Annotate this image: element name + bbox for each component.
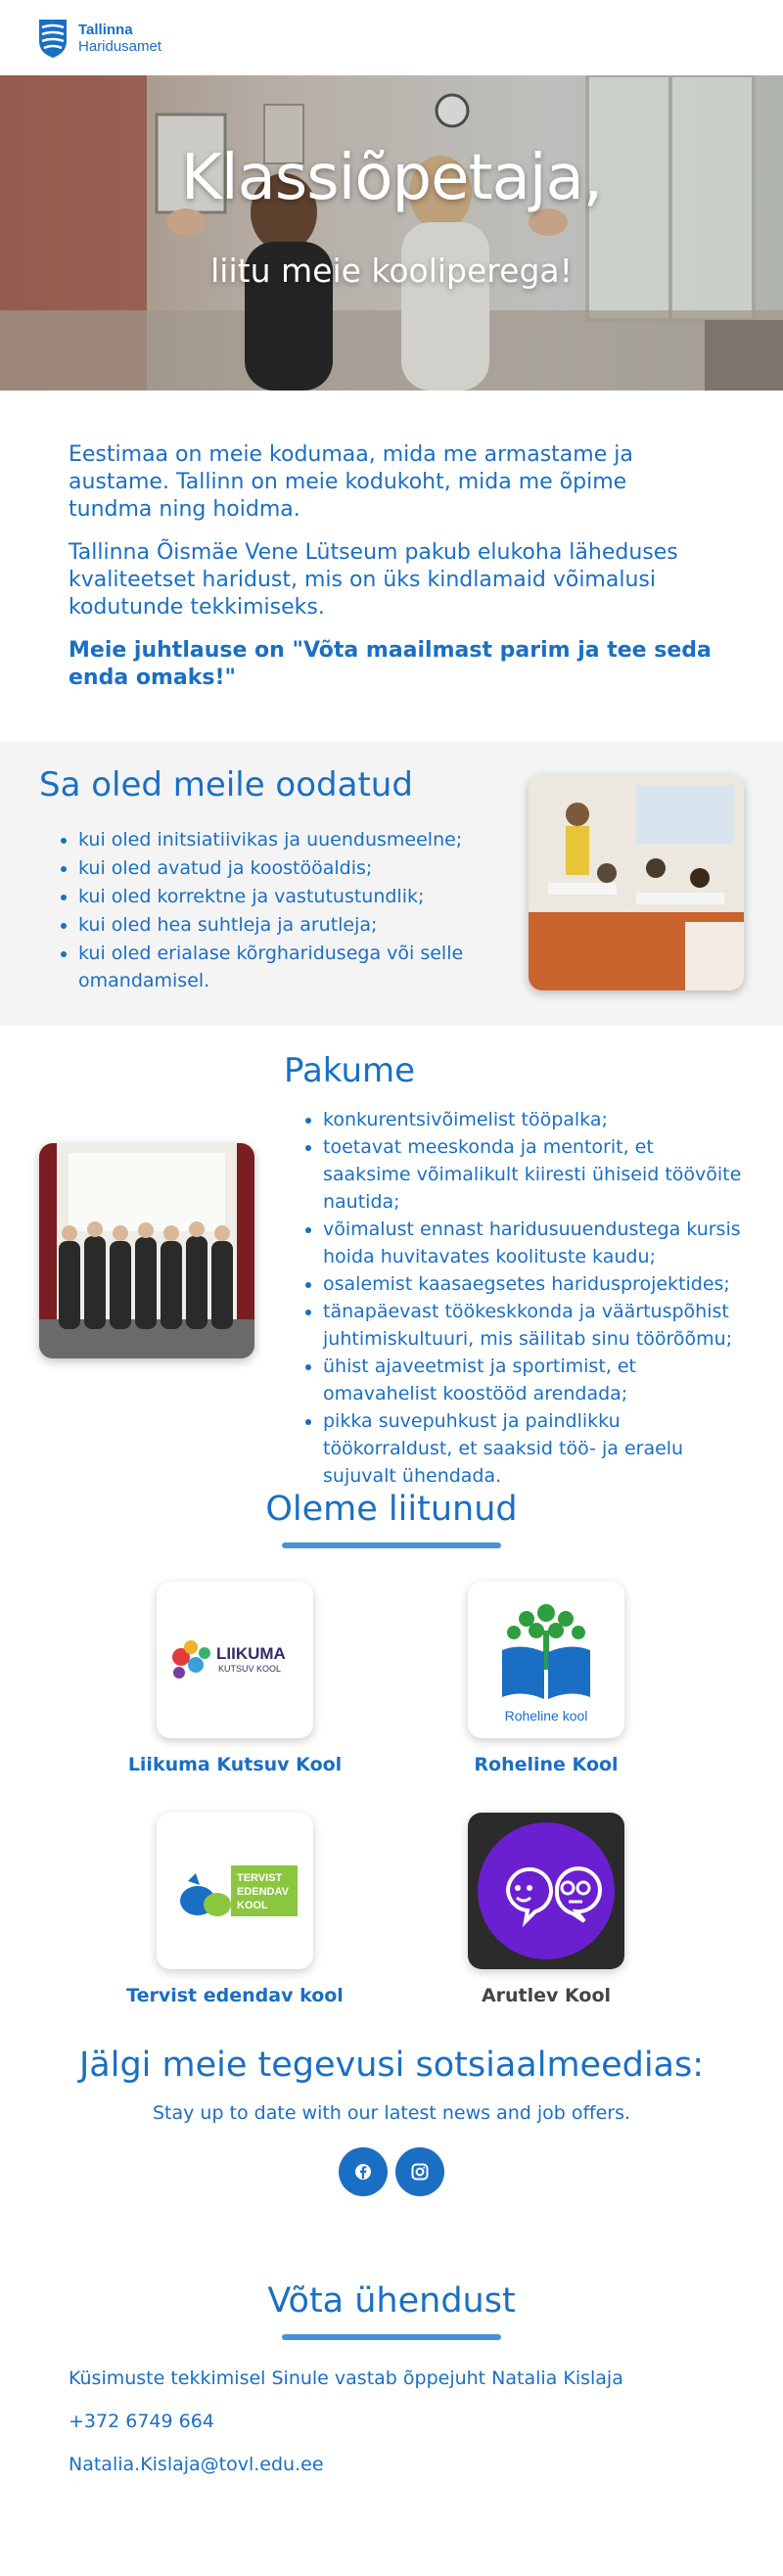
list-item: • konkurentsivõimelist tööpalka; <box>323 1106 744 1133</box>
list-item: • võimalust ennast haridusuuendustega kursis hoida huvitavates koolituste kaudu; <box>323 1216 744 1270</box>
partner-roheline[interactable] <box>399 1582 693 1775</box>
contact-email[interactable]: Natalia.Kislaja@tovl.edu.ee <box>69 2454 324 2475</box>
contact-title: Võta ühendust <box>267 2281 516 2321</box>
contact-person: Küsimuste tekkimisel Sinule vastab õppejuht Natalia Kislaja <box>69 2368 623 2389</box>
facebook-link[interactable] <box>339 2147 388 2196</box>
offer-list <box>323 1106 744 1490</box>
school-motto: Meie juhtlause on "Võta maailmast parim ja tee seda enda omaks!" <box>69 638 712 690</box>
site-header <box>0 0 783 75</box>
hero-banner <box>0 75 783 391</box>
facebook-icon <box>354 2163 372 2181</box>
tervist-logo-line2: EDENDAV <box>237 1886 289 1898</box>
hero-subtitle: liitu meie kooliperega! <box>210 252 573 290</box>
list-item: • kui oled avatud ja koostööaldis; <box>78 854 470 882</box>
instagram-link[interactable] <box>395 2147 444 2196</box>
partner-name: Liikuma Kutsuv Kool <box>127 1754 343 1775</box>
list-item: • osalemist kaasaegsetes haridusprojektides; <box>323 1270 744 1298</box>
partner-name: Tervist edendav kool <box>126 1985 344 2006</box>
liikuma-logo-text: LIIKUMA <box>216 1644 286 1663</box>
tervist-logo-line3: KOOL <box>237 1900 268 1911</box>
brand-name <box>78 22 161 55</box>
partner-tervist[interactable] <box>88 1813 382 2006</box>
tallinn-shield-icon <box>37 18 69 59</box>
welcome-title: Sa oled meile oodatud <box>39 765 413 805</box>
list-item: • ühist ajaveetmist ja sportimist, et omavahelist koostööd arendada; <box>323 1353 744 1407</box>
intro-section <box>0 391 783 742</box>
tervist-logo-line1: TERVIST <box>237 1872 283 1884</box>
partner-name: Arutlev Kool <box>481 1985 612 2006</box>
group-photo <box>39 1143 254 1358</box>
list-item: • kui oled initsiatiivikas ja uuendusmeelne; <box>78 826 470 853</box>
welcome-list <box>78 826 470 995</box>
list-item: • kui oled korrektne ja vastutustundlik; <box>78 883 470 910</box>
partners-section <box>0 1474 783 2040</box>
list-item: • toetavat meeskonda ja mentorit, et saaksime võimalikult kiiresti ühiseid töövõite nautida; <box>323 1133 744 1216</box>
arutlev-kool-logo <box>468 1813 624 1969</box>
intro-paragraph-1: Eestimaa on meie kodumaa, mida me armastame ja austame. Tallinn on meie kodukoht, mida me õpime tundma ning hoidma. <box>69 442 633 522</box>
social-subtitle: Stay up to date with our latest news and job offers. <box>152 2102 631 2124</box>
hero-title: Klassiõpetaja, <box>180 142 603 214</box>
partner-name: Roheline Kool <box>474 1754 619 1775</box>
partner-liikuma[interactable] <box>88 1582 382 1775</box>
roheline-kool-logo <box>468 1582 624 1738</box>
instagram-icon <box>411 2163 429 2181</box>
intro-paragraph-2: Tallinna Õismäe Vene Lütseum pakub elukoha läheduses kvaliteetset haridust, mis on üks kindlamaid võimalusi kodutunde tekkimiseks. <box>69 540 678 620</box>
social-icons <box>0 2147 783 2196</box>
classroom-photo <box>529 775 744 990</box>
roheline-logo-text: Roheline kool <box>504 1708 588 1724</box>
social-title: Jälgi meie tegevusi sotsiaalmeedias: <box>78 2046 705 2085</box>
list-item: • kui oled hea suhtleja ja arutleja; <box>78 911 470 939</box>
brand-line-1: Tallinna <box>78 21 133 38</box>
partners-title: Oleme liitunud <box>265 1490 518 1529</box>
welcome-section <box>0 742 783 1026</box>
brand-line-2: Haridusamet <box>78 37 162 55</box>
contact-phone[interactable]: +372 6749 664 <box>69 2411 214 2432</box>
list-item: • pikka suvepuhkust ja paindlikku töökorraldust, et saaksid töö- ja eraelu sujuvalt ühendada. <box>323 1407 744 1490</box>
social-section <box>0 2040 783 2281</box>
list-item: • kui oled erialase kõrgharidusega või selle omandamisel. <box>78 940 470 994</box>
offer-title: Pakume <box>284 1051 416 1090</box>
liikuma-logo <box>157 1582 313 1738</box>
liikuma-logo-subtext: KUTSUV KOOL <box>218 1664 282 1674</box>
contact-details <box>0 2340 783 2497</box>
offer-section <box>0 1026 783 1487</box>
list-item: • tänapäevast töökeskkonda ja väärtuspõhist juhtimiskultuuri, mis säilitab sinu töörõõmu; <box>323 1298 744 1353</box>
tervist-edendav-logo <box>157 1813 313 1969</box>
tallinn-haridusamet-logo[interactable] <box>37 18 161 59</box>
partner-arutlev[interactable] <box>399 1813 693 2006</box>
title-underline <box>282 1542 501 1548</box>
contact-section <box>0 2281 783 2497</box>
hero-photo <box>0 75 783 391</box>
